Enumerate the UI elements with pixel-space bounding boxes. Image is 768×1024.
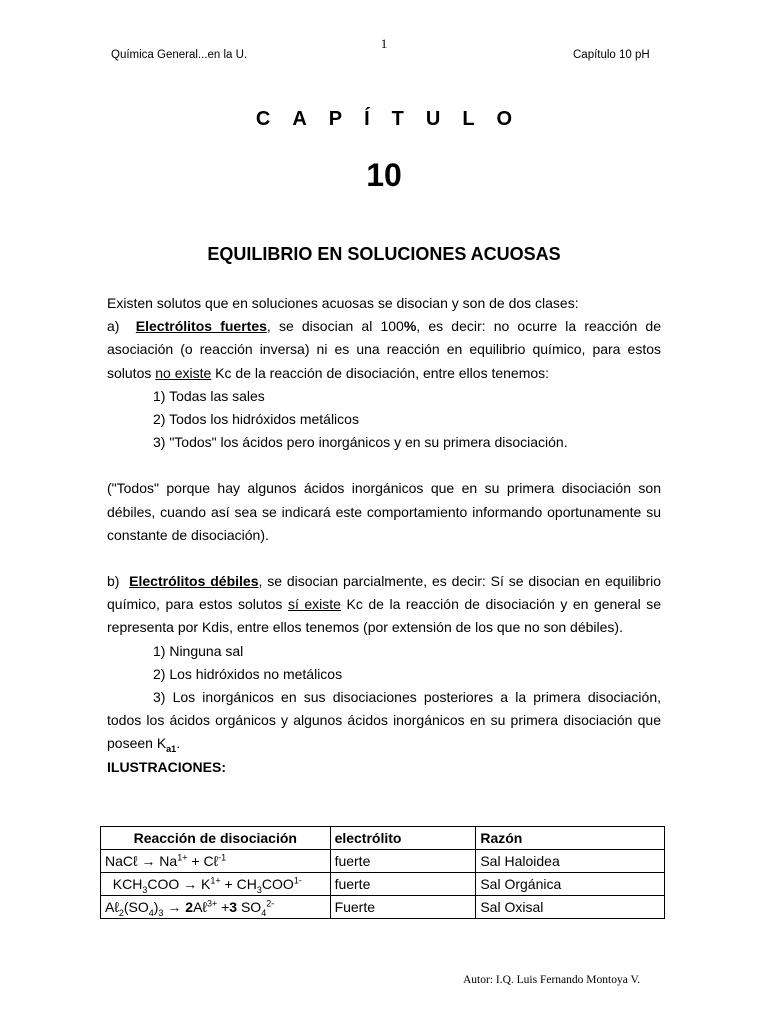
term-weak-electrolytes: Electrólitos débiles	[129, 573, 259, 590]
subscript: 3	[256, 884, 262, 895]
illustrations-heading: ILUSTRACIONES:	[107, 758, 226, 775]
subscript: 3	[158, 907, 164, 918]
subscript: 2	[118, 907, 124, 918]
reason-cell: Sal Oxisal	[476, 896, 665, 919]
chapter-title: EQUILIBRIO EN SOLUCIONES ACUOSAS	[207, 244, 561, 264]
table-header-row	[101, 827, 665, 850]
formula-part: (SO	[123, 899, 149, 915]
chapter-number: 10	[366, 157, 402, 193]
weak-text-2: Kc de la reacción de disociación y en general se representa por Kdis, entre ellos tenemos (por extensión de los que no son débiles).	[107, 596, 662, 636]
reaction-cell	[101, 896, 331, 919]
term-strong-electrolytes: Electrólitos fuertes	[135, 318, 267, 335]
charge: 2-	[266, 898, 275, 909]
strong-text-1: , se disocian al 100	[266, 318, 404, 335]
no-existe-underlined: no existe	[155, 364, 212, 381]
table-row	[101, 850, 665, 873]
page-number: 1	[380, 36, 388, 51]
formula-part: K	[197, 876, 211, 892]
reason-cell: Sal Haloidea	[476, 850, 665, 873]
charge: -1	[218, 852, 227, 863]
header-reaction: Reacción de disociación	[101, 827, 331, 850]
coefficient: 2	[185, 899, 194, 915]
header-left: Química General...en la U.	[111, 49, 248, 61]
electrolyte-cell: Fuerte	[330, 896, 476, 919]
electrolyte-cell: fuerte	[330, 850, 476, 873]
reason-cell: Sal Orgánica	[476, 873, 665, 896]
formula-part: )	[153, 899, 159, 915]
charge: 1+	[210, 875, 221, 886]
subscript: 4	[148, 907, 154, 918]
formula-part: + Cℓ	[187, 853, 219, 869]
formula-part: Aℓ	[105, 899, 119, 915]
percent-sign: %	[403, 318, 417, 335]
weak-item-1: 1) Ninguna sal	[153, 642, 244, 659]
formula-part: COO	[147, 876, 184, 892]
weak-electrolytes-paragraph	[107, 570, 661, 640]
dissociation-table	[100, 826, 665, 919]
formula-part: +	[217, 899, 230, 915]
formula-part: Aℓ	[193, 899, 207, 915]
formula-part: Na	[155, 853, 178, 869]
reaction-cell	[101, 850, 331, 873]
subscript: 3	[142, 884, 148, 895]
chapter-word: CAPÍTULO	[255, 108, 535, 130]
strong-text-2: , es decir: no ocurre la reacción de asociación (o reacción inversa) ni es una reacción en equilibrio químico, para estos solutos	[107, 318, 661, 381]
formula-part: COO	[261, 876, 294, 892]
table-row	[101, 873, 665, 896]
charge: 1+	[177, 852, 188, 863]
strong-text-3: Kc de la reacción de disociación, entre ellos tenemos:	[211, 364, 550, 381]
formula-part: KCH	[112, 876, 143, 892]
charge: 1-	[293, 875, 302, 886]
si-existe-underlined: sí existe	[287, 596, 341, 613]
header-right: Capítulo 10 pH	[573, 49, 650, 61]
strong-item-3: 3) "Todos" los ácidos pero inorgánicos y en su primera disociación.	[153, 434, 568, 451]
header-reason: Razón	[476, 827, 665, 850]
strong-electrolytes-paragraph	[107, 315, 661, 385]
ka1-subscript: a1	[166, 744, 177, 755]
electrolyte-cell: fuerte	[330, 873, 476, 896]
table-row	[101, 896, 665, 919]
arrow-icon: →	[167, 899, 182, 915]
weak-text-1: , se disocian parcialmente, es decir: Sí se disocian en equilibrio químico, para estos solutos	[107, 573, 662, 613]
coefficient: 3	[229, 899, 238, 915]
strong-item-1: 1) Todas las sales	[153, 387, 265, 404]
formula-part: NaCℓ	[105, 853, 142, 869]
intro-paragraph: Existen solutos que en soluciones acuosas se disocian y son de dos clases:	[107, 295, 579, 311]
arrow-icon: →	[141, 853, 156, 869]
weak-item-3-end: .	[176, 735, 181, 752]
weak-item-2: 2) Los hidróxidos no metálicos	[153, 665, 343, 682]
formula-part: + CH	[220, 876, 257, 892]
weak-item-3-text: 3) Los inorgánicos en sus disociaciones posteriores a la primera disociación, todos los ácidos orgánicos y algunos ácidos inorgánicos en su primera disociación que poseen K	[107, 689, 661, 752]
subscript: 4	[261, 907, 267, 918]
author-footer: Autor: I.Q. Luis Fernando Montoya V.	[463, 974, 641, 986]
body-text	[107, 292, 661, 779]
strong-item-2: 2) Todos los hidróxidos metálicos	[153, 411, 359, 428]
marker-b: b)	[107, 573, 120, 590]
charge: 3+	[206, 898, 218, 909]
weak-item-3	[107, 686, 661, 756]
note-paragraph: ("Todos" porque hay algunos ácidos inorgánicos que en su primera disociación son débiles, cuando así sea se indicará este comportamiento informando oportunamente su constante de disociación).	[107, 480, 661, 543]
header-electrolyte: electrólito	[330, 827, 476, 850]
marker-a: a)	[107, 318, 120, 335]
reaction-cell	[101, 873, 331, 896]
arrow-icon: →	[183, 876, 198, 892]
formula-part: SO	[237, 899, 262, 915]
